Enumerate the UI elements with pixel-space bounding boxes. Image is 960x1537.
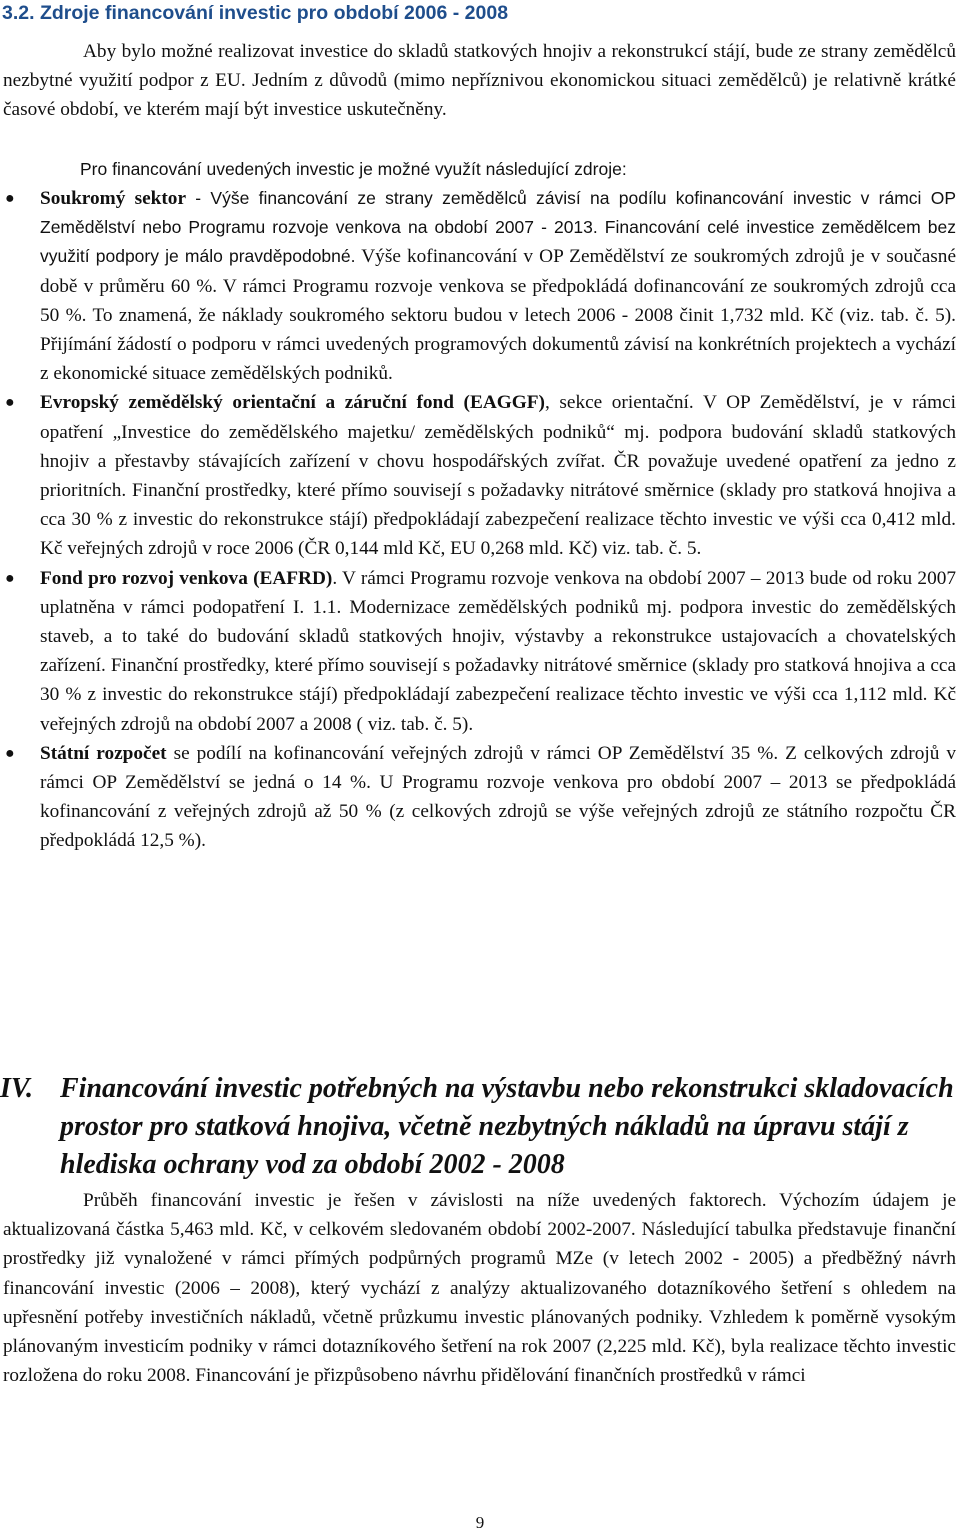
list-item-eaggf <box>0 388 956 563</box>
sources-paragraph: Pro financování uvedených investic je možné využít následující zdroje: <box>80 159 627 179</box>
list-item-state-budget <box>0 739 956 856</box>
intro-paragraph: Aby bylo možné realizovat investice do skladů statkových hnojiv a rekonstrukcí stájí, bude ze strany zemědělců nezbytné využití podpor z EU. Jedním z důvodů (mimo nepříznivou ekonomickou situaci zemědělců) je relativně krátké časové období, ve kterém mají být investice uskutečněny. <box>3 41 956 121</box>
list-item-text: , sekce orientační. V OP Zemědělství, je v rámci opatření „Investice do zemědělského majetku/ zemědělských podniků“ mj. podpora budování skladů statkových hnojiv a přestavby stávajících zařízení v chovu hospodářských zvířat. ČR považuje uvedené opatření za jedno z prioritních. Finanční prostředky, které přímo souvisejí s požadavky nitrátové směrnice (sklady pro statková hnojiva a cca 30 % z investic do rekonstrukce stájí) předpokládají zabezpečení realizace těchto investic ve výši cca 0,412 mld. Kč veřejných zdrojů v roce 2006 (ČR 0,144 mld Kč, EU 0,268 mld. Kč) viz. tab. č. 5. <box>40 392 957 560</box>
page-number: 9 <box>475 1513 485 1532</box>
list-item-text: - Výše financování ze strany zemědělců závisí na podílu kofinancování investic v rámci OP Zemědělství nebo Programu rozvoje venkova na období 2007 - 2013. Financování celé investice zemědělcem bez využití podpory je málo pravděpodobné. <box>40 188 957 267</box>
list-item-heading: Evropský zemědělský orientační a záruční fond (EAGGF) <box>40 392 545 414</box>
bullet-icon: ● <box>5 569 15 587</box>
funding-sources-list <box>0 184 956 856</box>
financing-paragraph: Průběh financování investic je řešen v závislosti na níže uvedených faktorech. Výchozím údajem je aktualizovaná částka 5,463 mld. Kč, v celkovém sledovaném období 2002-2007. Následující tabulka představuje finanční prostředky již vynaložené v rámci přímých podpůrných programů MZe (v letech 2002 - 2005) a předběžný návrh financování investic (2006 – 2008), který vychází z analýzy aktualizovaného dotazníkového šetření s ohledem na upřesnění potřeby investičních nákladů, včetně průzkumu investic plánovaných podniky. Vzhledem k poměrně vysokým plánovaným investicím podniky v rámci dotazníkového šetření na rok 2007 (2,225 mld. Kč), byla realizace těchto investic rozložena do roku 2008. Financování je přizpůsobeno návrhu přidělování finančních prostředků v rámci <box>3 1190 956 1387</box>
list-item-heading: Soukromý sektor <box>40 188 187 209</box>
list-item-text: Výše kofinancování v OP Zemědělství ze soukromých zdrojů je v současné době v průměru 60 %. V rámci Programu rozvoje venkova se předpokládá dofinancování ze soukromých zdrojů cca 50 %. To znamená, že náklady soukromého sektoru budou v letech 2006 - 2008 činit 1,732 mld. Kč (viz. tab. č. 5). Přijímání žádostí o podporu v rámci uvedených programových dokumentů závisí na konkrétních projektech a vychází z ekonomické situace zemědělských podniků. <box>40 246 957 385</box>
list-item-text: se podílí na kofinancování veřejných zdrojů v rámci OP Zemědělství 35 %. Z celkových zdrojů v rámci OP Zemědělství se jedná o 14 %. U Programu rozvoje venkova pro období 2007 – 2013 se předpokládá kofinancování z veřejných zdrojů až 50 % (z celkových zdrojů se výše veřejných zdrojů ze státního rozpočtu ČR předpokládá 12,5 %). <box>40 742 956 852</box>
section-heading: 3.2. Zdroje financování investic pro období 2006 - 2008 <box>2 2 509 24</box>
list-item-heading: Fond pro rozvoj venkova (EAFRD) <box>40 567 333 589</box>
list-item-text: . V rámci Programu rozvoje venkova na období 2007 – 2013 bude od roku 2007 uplatněna v rámci podopatření I. 1.1. Modernizace zemědělských podniků mj. podpora investic do zemědělských staveb, a to také do budování skladů statkových hnojiv, výstavby a rekonstrukce ustajovacích a chovatelských zařízení. Finanční prostředky, které přímo souvisejí s požadavky nitrátové směrnice (sklady pro statková hnojiva a cca 30 % z investic do rekonstrukce stájí) předpokládají zabezpečení realizace těchto investic ve výši cca 1,112 mld. Kč veřejných zdrojů na období 2007 a 2008 ( viz. tab. č. 5). <box>40 567 956 735</box>
bullet-icon: ● <box>5 744 15 762</box>
list-item-private-sector <box>0 184 956 388</box>
chapter-heading <box>0 1070 956 1180</box>
list-item-eafrd <box>0 564 956 739</box>
chapter-number: IV. <box>0 1073 33 1104</box>
list-item-heading: Státní rozpočet <box>40 742 167 764</box>
chapter-title: Financování investic potřebných na výstavbu nebo rekonstrukci skladovacích prostor pro statková hnojiva, včetně nezbytných nákladů na úpravu stájí z hlediska ochrany vod za období 2002 - 2008 <box>60 1073 954 1180</box>
bullet-icon: ● <box>5 190 15 207</box>
bullet-icon: ● <box>5 394 15 412</box>
